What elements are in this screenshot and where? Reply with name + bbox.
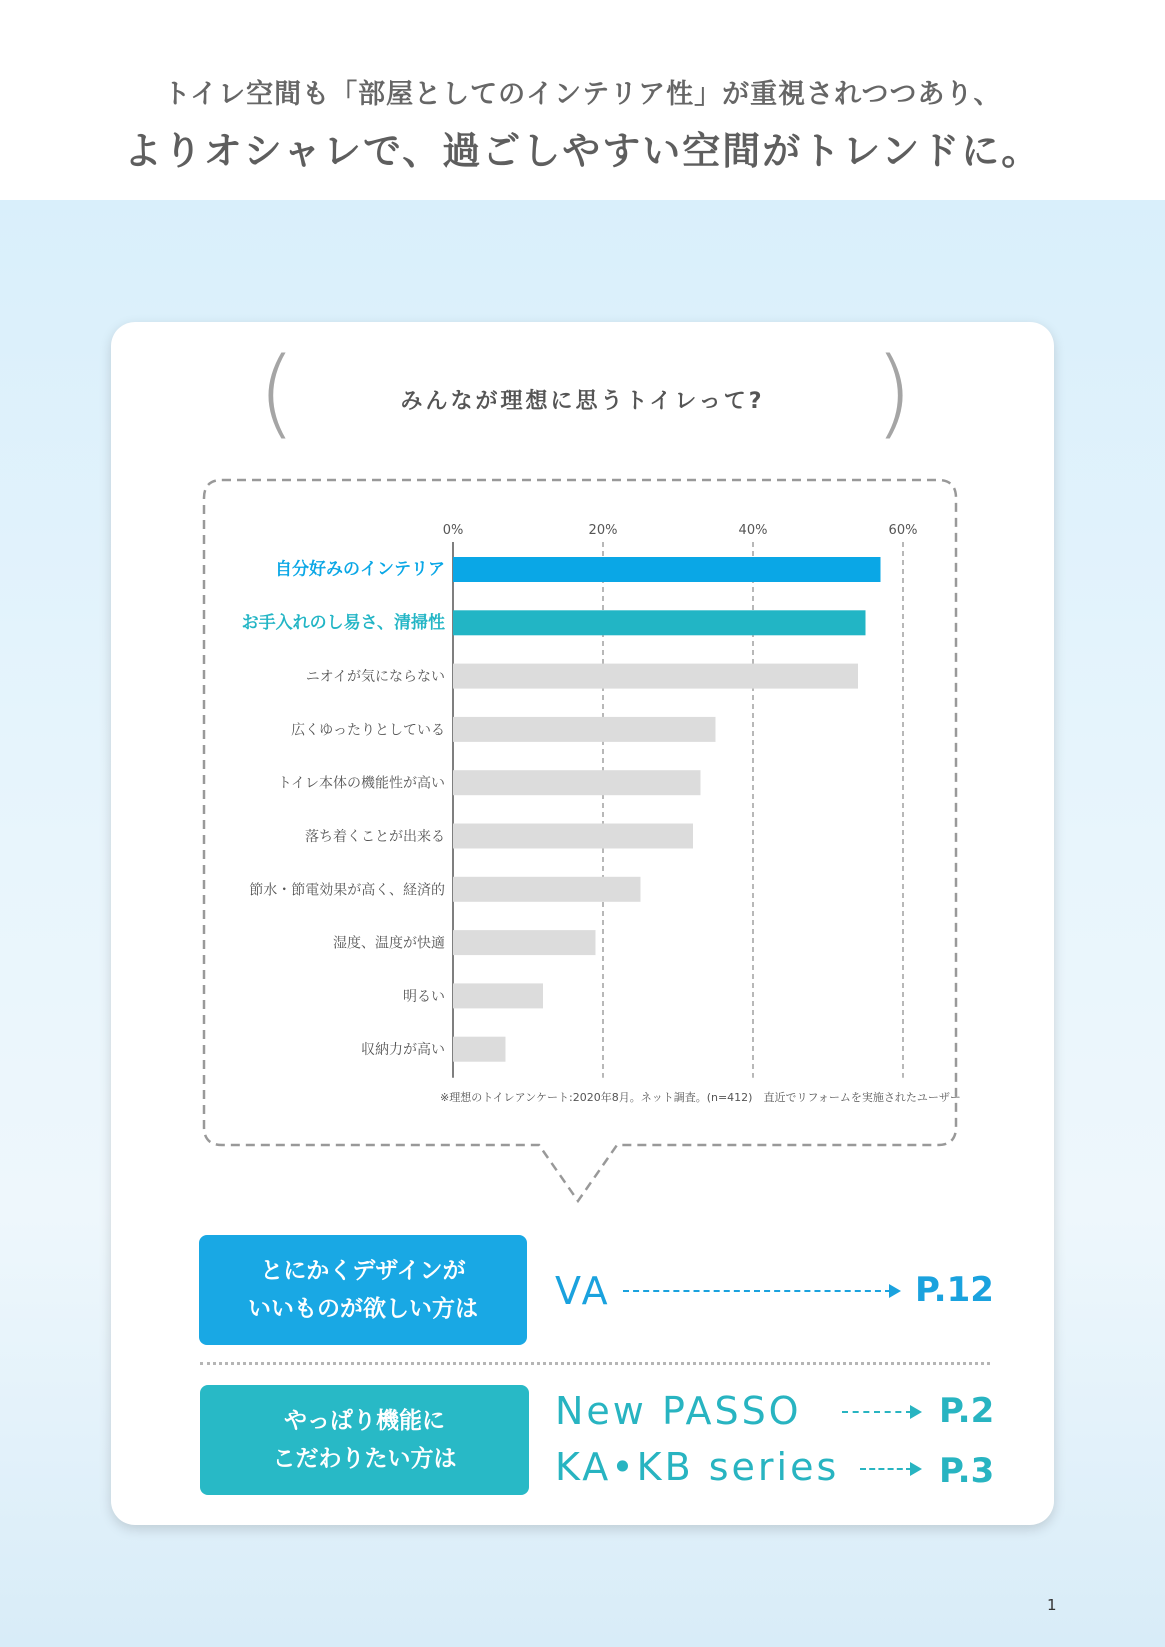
category-label: ニオイが気にならない bbox=[305, 669, 445, 686]
page-ref-new-passo[interactable]: P.2 bbox=[939, 1391, 995, 1431]
bar bbox=[453, 983, 543, 1008]
x-tick-label: 20% bbox=[588, 523, 618, 538]
page-number: 1 bbox=[1047, 1596, 1057, 1614]
bar bbox=[453, 664, 858, 689]
bar bbox=[453, 557, 881, 582]
bar bbox=[453, 1037, 506, 1062]
product-name-ka-kb: KA•KB series bbox=[555, 1445, 840, 1489]
new-passo-arrow-line bbox=[842, 1411, 912, 1413]
bar bbox=[453, 770, 701, 795]
x-tick-label: 60% bbox=[888, 523, 918, 538]
category-label: お手入れのし易さ、清掃性 bbox=[241, 612, 445, 633]
bar bbox=[453, 610, 866, 635]
page-ref-ka-kb[interactable]: P.3 bbox=[939, 1451, 995, 1491]
bar bbox=[453, 824, 693, 849]
category-label: 収納力が高い bbox=[361, 1042, 445, 1059]
category-label: 落ち着くことが出来る bbox=[305, 829, 445, 845]
ka-kb-arrow-line bbox=[860, 1468, 912, 1470]
category-label: 節水・節電効果が高く、経済的 bbox=[249, 882, 445, 899]
left-bracket-decoration: ( bbox=[258, 337, 296, 449]
design-box-line2: いいものが欲しい方は bbox=[248, 1296, 478, 1322]
section-divider bbox=[200, 1362, 990, 1365]
category-label: 広くゆったりとしている bbox=[291, 722, 445, 739]
ka-kb-arrow-head-icon bbox=[910, 1462, 922, 1476]
category-label: 自分好みのインテリア bbox=[275, 559, 445, 580]
function-box-line1: やっぱり機能に bbox=[284, 1408, 445, 1434]
x-tick-label: 0% bbox=[442, 523, 464, 538]
bar bbox=[453, 717, 716, 742]
new-passo-arrow-head-icon bbox=[910, 1405, 922, 1419]
category-label: 明るい bbox=[403, 988, 445, 1005]
headline-line2: よりオシャレで、過ごしやすい空間がトレンドに。 bbox=[123, 129, 1042, 173]
right-bracket-decoration: ) bbox=[875, 337, 913, 449]
design-recommendation-box bbox=[199, 1235, 527, 1345]
product-name-new-passo: New PASSO bbox=[555, 1389, 802, 1433]
bar bbox=[453, 877, 641, 902]
va-arrow-line bbox=[623, 1290, 891, 1292]
page-ref-va[interactable]: P.12 bbox=[915, 1270, 994, 1310]
x-tick-label: 40% bbox=[738, 523, 768, 538]
category-label: トイレ本体の機能性が高い bbox=[277, 775, 445, 792]
function-recommendation-box bbox=[200, 1385, 529, 1495]
design-box-line1: とにかくデザインが bbox=[260, 1258, 466, 1284]
bar bbox=[453, 930, 596, 955]
va-arrow-head-icon bbox=[889, 1284, 901, 1298]
survey-footnote: ※理想のトイレアンケート:2020年8月。ネット調査。(n=412) 直近でリフォームを実施されたユーザー bbox=[440, 1091, 961, 1104]
headline-line1: トイレ空間も「部屋としてのインテリア性」が重視されつつあり、 bbox=[163, 79, 1002, 110]
product-name-va: VA bbox=[555, 1269, 611, 1313]
category-label: 湿度、温度が快適 bbox=[333, 935, 445, 952]
function-box-line2: こだわりたい方は bbox=[272, 1446, 457, 1472]
survey-question: みんなが理想に思うトイレって? bbox=[400, 389, 765, 414]
